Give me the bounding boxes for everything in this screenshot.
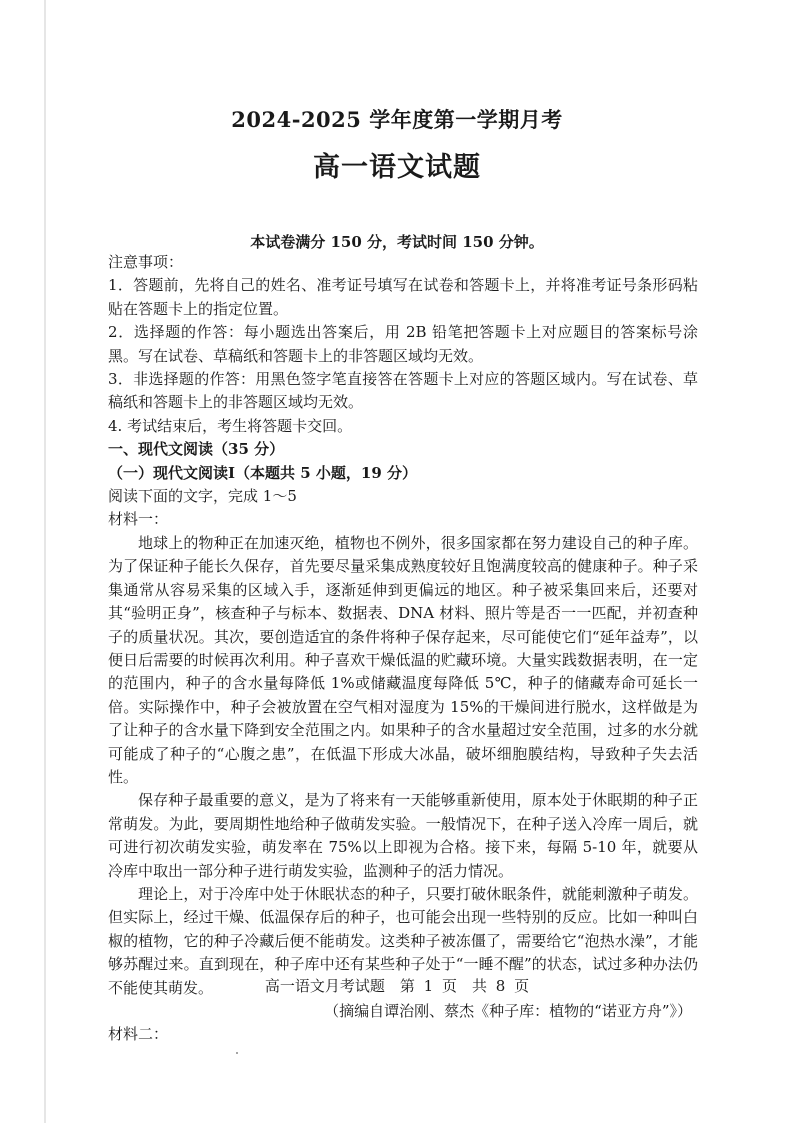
notice-item-4: 4. 考试结束后，考生将答题卡交回。	[108, 416, 353, 435]
reading-instruction: 阅读下面的文字，完成 1～5	[108, 487, 297, 506]
section-heading: 一、现代文阅读（35 分）	[108, 440, 285, 459]
material2-label: 材料二：	[108, 1025, 169, 1044]
notice-heading: 注意事项：	[108, 253, 184, 271]
notice-item-3: 3．非选择题的作答：用黑色签字笔直接答在答题卡上对应的答题区域内。写在试卷、草稿纸和答题卡上的非答题区域均无效。	[108, 370, 698, 412]
page-footer: 高一语文月考试题 第 1 页 共 8 页	[264, 977, 530, 995]
notice-item-1: 1．答题前，先将自己的姓名、准考证号填写在试卷和答题卡上，并将准考证号条形码粘贴在答题卡上的指定位置。	[108, 276, 698, 318]
exam-title: 2024-2025 学年度第一学期月考	[231, 107, 563, 132]
material1-source: （摘编自谭治刚、蔡杰《种子库：植物的“诺亚方舟”》）	[324, 1002, 692, 1020]
material1-paragraph-1: 地球上的物种正在加速灭绝，植物也不例外，很多国家都在努力建设自己的种子库。为了保证种子能长久保存，首先要尽量采集成熟度较好且饱满度较高的健康种子。种子采集通常从容易采集的区域入手，逐渐延伸到更偏远的地区。种子被采集回来后，还要对其“验明正身”，核查种子与标本、数据表、DNA 材料、照片等是否一一匹配，并初查种子的质量状况。其次，要创造适宜的条件将种子保存起来，尽可能使它们“延年益寿”，以便日后需要的时候再次利用。种子喜欢干燥低温的贮藏环境。大量实践数据表明，在一定的范围内，种子的含水量每降低 1%或储藏温度每降低 5℃，种子的储藏寿命可延长一倍。实际操作中，种子会被放置在空气相对湿度为 15%的干燥间进行脱水，这样做是为了让种子的含水量下降到安全范围之内。如果种子的含水量超过安全范围，过多的水分就可能成了种子的“心腹之患”，在低温下形成大冰晶，破坏细胞膜结构，导致种子失去活性。	[108, 533, 698, 786]
scan-speck	[236, 1052, 238, 1054]
exam-content	[108, 251, 698, 1047]
material1-paragraph-2: 保存种子最重要的意义，是为了将来有一天能够重新使用，原本处于休眠期的种子正常萌发。为此，要周期性地给种子做萌发实验。一般情况下，在种子送入冷库一周后，就可进行初次萌发实验，萌发率在 75%以上即视为合格。接下来，每隔 5-10 年，就要从冷库中取出一部分种子进行萌发实验，监测种子的活力情况。	[108, 791, 698, 880]
subject-title: 高一语文试题	[313, 152, 481, 183]
material1-label: 材料一：	[108, 510, 169, 529]
section-subheading: （一）现代文阅读Ⅰ（本题共 5 小题，19 分）	[108, 463, 417, 482]
material1-paragraph-3: 理论上，对于冷库中处于休眠状态的种子，只要打破休眠条件，就能刺激种子萌发。但实际上，经过干燥、低温保存后的种子，也可能会出现一些特别的反应。比如一种叫白椒的植物，它的种子冷藏后便不能萌发。这类种子被冻僵了，需要给它“泡热水澡”，才能够苏醒过来。直到现在，种子库中还有某些种子处于“一睡不醒”的状态，试过多种办法仍不能使其萌发。	[108, 884, 698, 997]
notice-item-2: 2．选择题的作答：每小题选出答案后，用 2B 铅笔把答题卡上对应题目的答案标号涂黑。写在试卷、草稿纸和答题卡上的非答题区域均无效。	[108, 323, 698, 365]
score-info: 本试卷满分 150 分，考试时间 150 分钟。	[250, 233, 544, 251]
